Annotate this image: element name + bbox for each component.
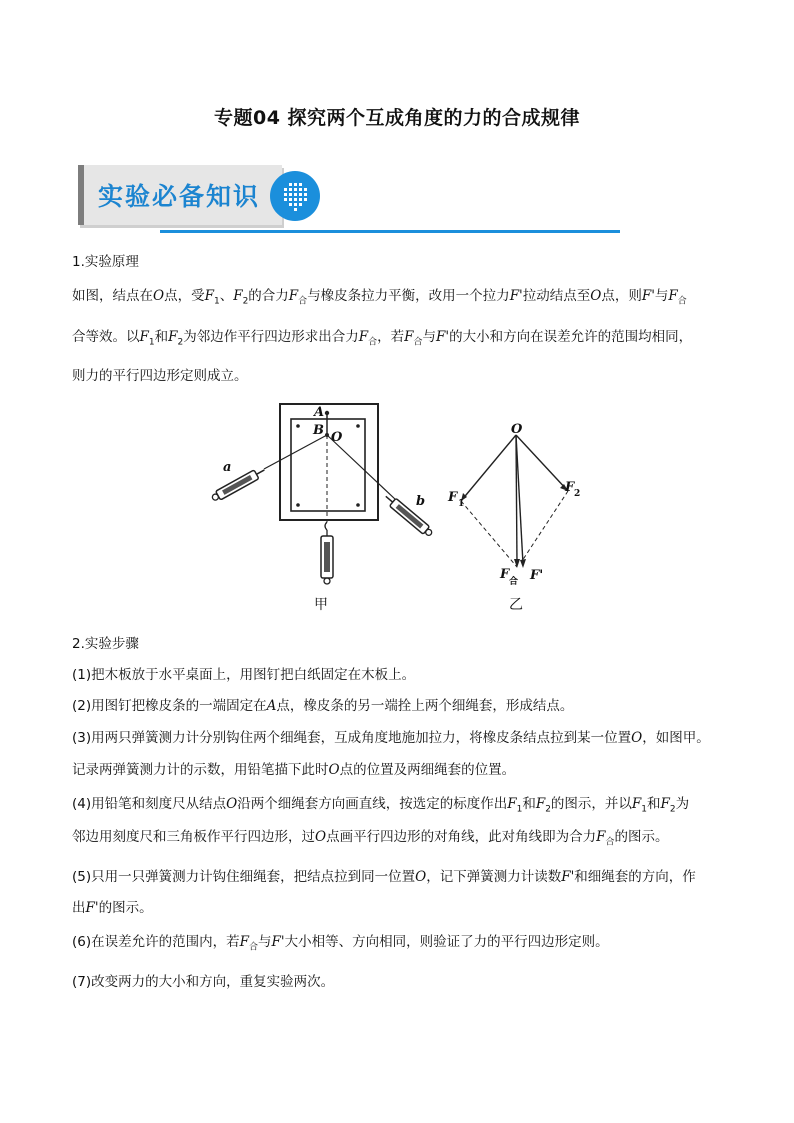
experiment-figure (196, 398, 616, 624)
step-1: (1)把木板放于水平桌面上，用图钉把白纸固定在木板上。 (72, 667, 416, 683)
dot-grid-icon (270, 171, 320, 221)
label-f1-sub: 1 (458, 499, 465, 509)
figure-svg (196, 398, 616, 620)
label-b: B (313, 423, 324, 438)
board-paper (291, 419, 365, 511)
spring-scale-a (210, 466, 266, 503)
section-2-heading: 2.实验步骤 (72, 636, 139, 652)
label-o-diagram: O (511, 422, 523, 437)
label-f2-sub: 2 (574, 489, 581, 499)
principle-line-1: 如图，结点在O点，受$F_1$、$F_2$的合力$F_合$与橡皮条拉力平衡，改用一个拉力F'拉动结点至O点，则F'与$F_合$ (72, 288, 687, 307)
principle-line-3: 则力的平行四边形定则成立。 (72, 368, 248, 384)
label-fprime: F' (530, 568, 544, 583)
label-fhe: F (500, 567, 510, 582)
step-6: (6)在误差允许的范围内，若$F_合$与F'大小相等、方向相同，则验证了力的平行四边形定则。 (72, 934, 609, 953)
section-banner (78, 165, 328, 231)
step-3-line-1: (3)用两只弹簧测力计分别钩住两个细绳套，互成角度地施加拉力，将橡皮条结点拉到某一位置O，如图甲。 (72, 730, 710, 746)
step-2: (2)用图钉把橡皮条的一端固定在A点，橡皮条的另一端拴上两个细绳套，形成结点。 (72, 698, 574, 714)
section-1-heading: 1.实验原理 (72, 254, 139, 270)
banner-box (78, 165, 282, 225)
spring-scale-bottom (321, 522, 333, 584)
banner-label: 实验必备知识 (98, 182, 261, 211)
page-title: 专题04 探究两个互成角度的力的合成规律 (213, 107, 581, 129)
label-scale-b: b (416, 494, 426, 509)
point-a (325, 411, 329, 415)
step-5-line-1: (5)只用一只弹簧测力计钩住细绳套，把结点拉到同一位置O，记下弹簧测力计读数F'和细绳套的方向，作 (72, 869, 696, 885)
step-3-line-2: 记录两弹簧测力计的示数，用铅笔描下此时O点的位置及两细绳套的位置。 (72, 762, 516, 778)
label-o: O (331, 430, 343, 445)
step-4-line-1: (4)用铅笔和刻度尺从结点O沿两个细绳套方向画直线，按选定的标度作出$F_1$和$F_2$的图示，并以$F_1$和$F_2$为 (72, 796, 690, 815)
step-7: (7)改变两力的大小和方向，重复实验两次。 (72, 974, 335, 990)
label-f2: F (565, 480, 575, 495)
label-scale-a: a (223, 460, 232, 475)
principle-line-2: 合等效。以$F_1$和$F_2$为邻边作平行四边形求出合力$F_合$，若$F_合$与F'的大小和方向在误差允许的范围均相同， (72, 329, 693, 348)
caption-yi: 乙 (509, 597, 523, 613)
step-4-line-2: 邻边用刻度尺和三角板作平行四边形，过O点画平行四边形的对角线，此对角线即为合力$F_合$的图示。 (72, 829, 669, 848)
spring-scale-b (383, 493, 435, 539)
label-a: A (314, 405, 325, 420)
string-a (264, 435, 327, 469)
label-f1: F (448, 490, 458, 505)
caption-jia: 甲 (314, 597, 328, 613)
board-outer (280, 404, 378, 520)
label-fhe-sub: 合 (509, 577, 519, 587)
step-5-line-2: 出F'的图示。 (72, 900, 153, 916)
banner-underline (160, 230, 620, 233)
